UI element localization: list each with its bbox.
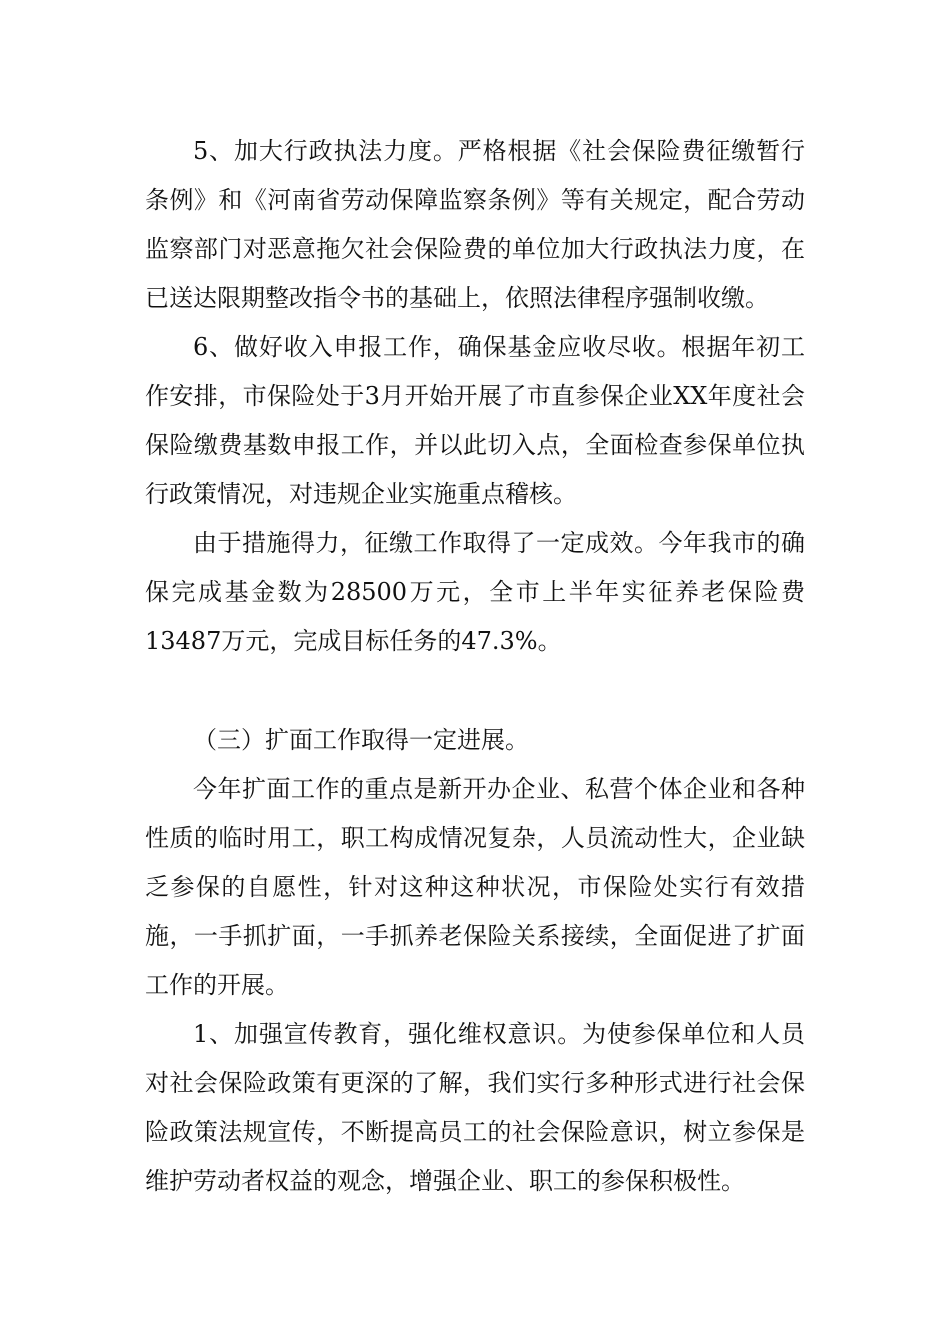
- paragraph-results: 由于措施得力，征缴工作取得了一定成效。今年我市的确保完成基金数为28500万元，全市上半年实征养老保险费13487万元，完成目标任务的47.3%。: [145, 529, 805, 655]
- section-heading-expansion: （三）扩面工作取得一定进展。: [193, 726, 529, 754]
- paragraph-enforcement: 5、加大行政执法力度。严格根据《社会保险费征缴暂行条例》和《河南省劳动保障监察条例》等有关规定，配合劳动监察部门对恶意拖欠社会保险费的单位加大行政执法力度，在已送达限期整改指令书的基础上，依照法律程序强制收缴。: [145, 137, 805, 312]
- paragraph-publicity: 1、加强宣传教育，强化维权意识。为使参保单位和人员对社会保险政策有更深的了解，我们实行多种形式进行社会保险政策法规宣传，不断提高员工的社会保险意识，树立参保是维护劳动者权益的观念，增强企业、职工的参保积极性。: [145, 1020, 805, 1195]
- paragraph-income-declaration: 6、做好收入申报工作，确保基金应收尽收。根据年初工作安排，市保险处于3月开始开展了市直参保企业XX年度社会保险缴费基数申报工作，并以此切入点，全面检查参保单位执行政策情况，对违规企业实施重点稽核。: [145, 333, 805, 508]
- paragraph-expansion-focus: 今年扩面工作的重点是新开办企业、私营个体企业和各种性质的临时用工，职工构成情况复杂，人员流动性大，企业缺乏参保的自愿性，针对这种这种状况，市保险处实行有效措施，一手抓扩面，一手抓养老保险关系接续，全面促进了扩面工作的开展。: [145, 775, 805, 999]
